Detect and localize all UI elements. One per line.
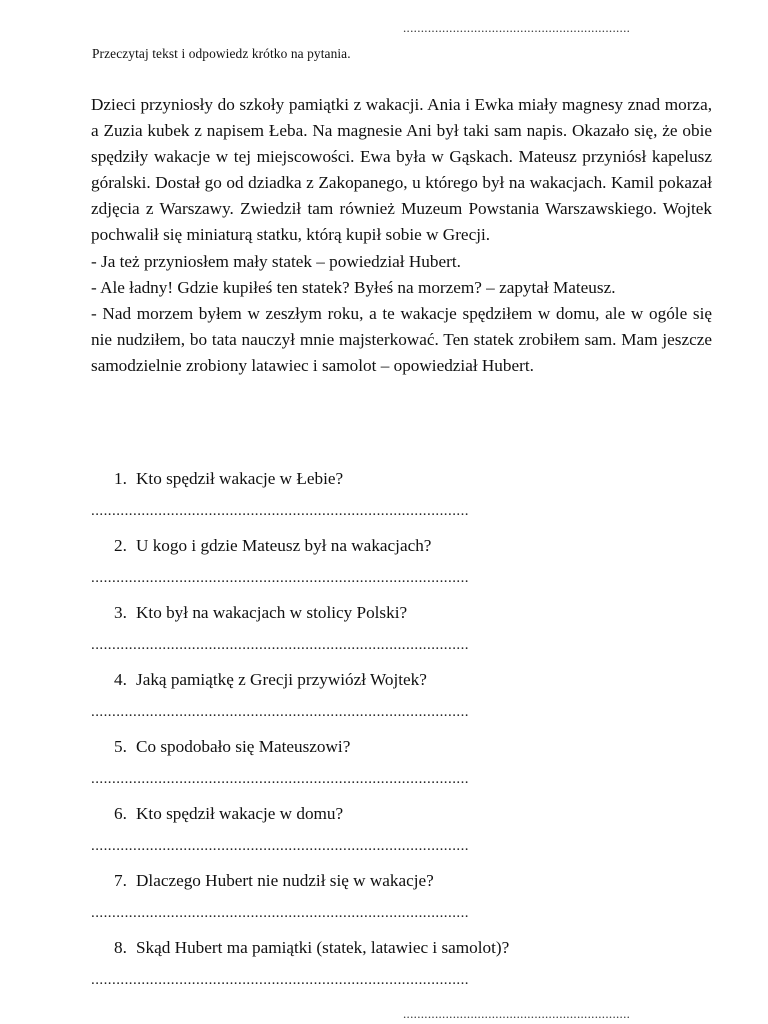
question-text: U kogo i gdzie Mateusz był na wakacjach? — [136, 536, 432, 555]
answer-line[interactable]: .......................................................................................... — [91, 905, 469, 921]
answer-line[interactable]: .......................................................................................... — [91, 637, 469, 653]
story-paragraph-2: - Ja też przyniosłem mały statek – powiedział Hubert. — [91, 251, 461, 271]
story-paragraph-1: Dzieci przyniosły do szkoły pamiątki z wakacji. Ania i Ewka miały magnesy znad morza, a Zuzia kubek z napisem Łeba. Na magnesie Ani był taki sam napis. Okazało się, że obie spędziły wakacje w tej miejscowości. Ewa była w Gąskach. Mateusz przyniósł kapelusz góralski. Dostał go od dziadka z Zakopanego, u którego był na wakacjach. Kamil pokazał zdjęcia z Warszawy. Zwiedził tam również Muzeum Powstania Warszawskiego. Wojtek pochwalił się miniaturą statku, którą kupił sobie w Grecji. — [91, 95, 712, 245]
question-number: 5. — [114, 737, 127, 756]
answer-line[interactable]: .......................................................................................... — [91, 838, 469, 854]
answer-line[interactable]: .......................................................................................... — [91, 704, 469, 720]
question-text: Skąd Hubert ma pamiątki (statek, latawiec i samolot)? — [136, 938, 510, 957]
question-number: 6. — [114, 804, 127, 823]
question-item — [91, 533, 681, 600]
question-text: Jaką pamiątkę z Grecji przywiózł Wojtek? — [136, 670, 427, 689]
answer-line[interactable]: .......................................................................................... — [91, 771, 469, 787]
question-item — [91, 734, 681, 801]
question-item — [91, 868, 681, 935]
question-text: Kto spędził wakacje w Łebie? — [136, 469, 344, 488]
question-text: Kto spędził wakacje w domu? — [136, 804, 344, 823]
questions-list — [91, 466, 681, 1002]
instruction-text: Przeczytaj tekst i odpowiedz krótko na pytania. — [92, 46, 351, 61]
story-text — [91, 92, 712, 379]
question-number: 1. — [114, 469, 127, 488]
story-paragraph-3: - Ale ładny! Gdzie kupiłeś ten statek? Byłeś na morzem? – zapytał Mateusz. — [91, 277, 616, 297]
question-text: Co spodobało się Mateuszowi? — [136, 737, 351, 756]
question-number: 2. — [114, 536, 127, 555]
answer-line[interactable]: .......................................................................................... — [91, 570, 469, 586]
question-item — [91, 667, 681, 734]
question-item — [91, 600, 681, 667]
question-item — [91, 935, 681, 1002]
question-item — [91, 466, 681, 533]
question-number: 8. — [114, 938, 127, 957]
answer-line[interactable]: .......................................................................................... — [91, 503, 469, 519]
question-item — [91, 801, 681, 868]
name-line-top: ................................................................ — [403, 20, 631, 35]
name-line-bottom: ................................................................ — [403, 1006, 631, 1021]
question-number: 3. — [114, 603, 127, 622]
answer-line[interactable]: .......................................................................................... — [91, 972, 469, 988]
question-text: Kto był na wakacjach w stolicy Polski? — [136, 603, 408, 622]
question-text: Dlaczego Hubert nie nudził się w wakacje? — [136, 871, 434, 890]
question-number: 7. — [114, 871, 127, 890]
story-paragraph-4: - Nad morzem byłem w zeszłym roku, a te wakacje spędziłem w domu, ale w ogóle się nie nudziłem, bo tata nauczył mnie majsterkować. Ten statek zrobiłem sam. Mam jeszcze samodzielnie zrobiony latawiec i samolot – opowiedział Hubert. — [91, 303, 712, 375]
question-number: 4. — [114, 670, 127, 689]
